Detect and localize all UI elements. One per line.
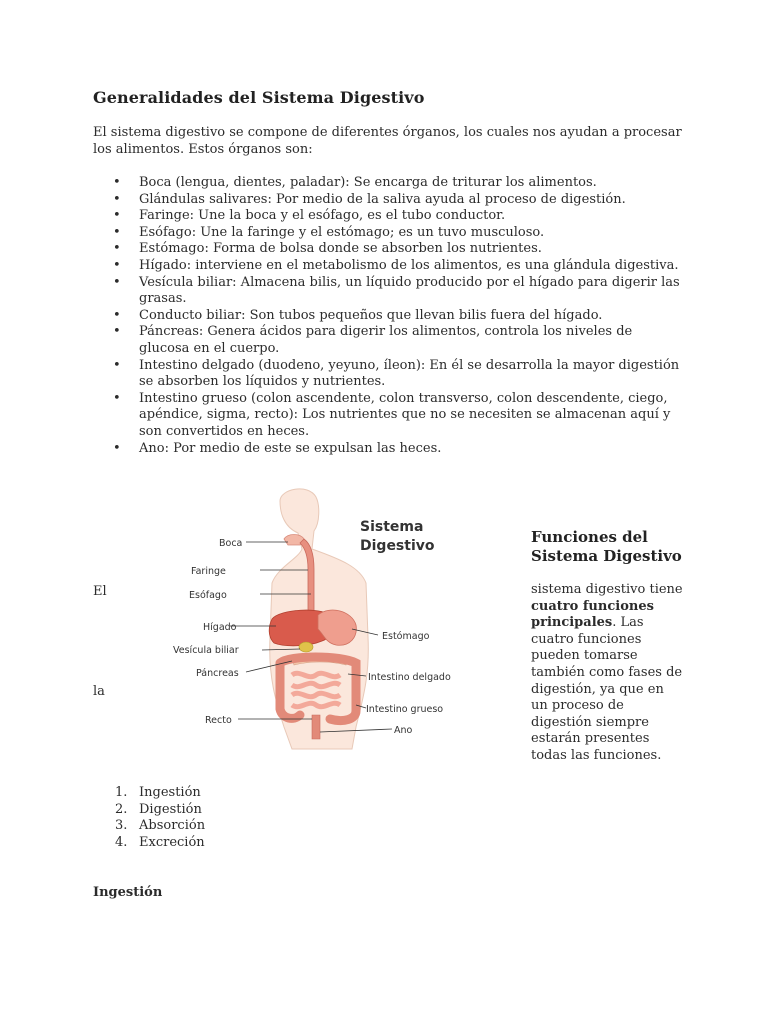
- label-faringe: Faringe: [191, 566, 226, 577]
- rectum-shape: [312, 715, 320, 739]
- list-item: [93, 835, 205, 852]
- list-item: • Intestino delgado (duodeno, yeyuno, íleon): En él se desarrolla la mayor digestión se absorben los líquidos y nutrientes.: [93, 358, 683, 391]
- list-item: • Páncreas: Genera ácidos para digerir los alimentos, controla los niveles de glucosa en el cuerpo.: [93, 324, 683, 357]
- list-number: 4.: [115, 834, 128, 850]
- digestive-system-diagram: [173, 487, 460, 752]
- label-boca: Boca: [219, 538, 243, 549]
- list-label: Ingestión: [139, 785, 201, 800]
- sidebar-text-after: . Las cuatro funciones pueden tomarse también como fases de digestión, ya que en un proceso de digestión siempre estarán presentes todas las funciones.: [531, 615, 683, 763]
- list-label: Absorción: [139, 818, 206, 834]
- label-vesicula: Vesícula biliar: [173, 645, 239, 656]
- list-number: 3.: [115, 818, 128, 834]
- list-number: 2.: [115, 801, 128, 817]
- list-item: • Estómago: Forma de bolsa donde se absorben los nutrientes.: [93, 241, 683, 258]
- list-label: Digestión: [139, 801, 202, 817]
- label-higado: Hígado: [203, 622, 237, 633]
- functions-list: [93, 785, 205, 851]
- organ-list: [93, 175, 683, 457]
- label-esofago: Esófago: [189, 590, 227, 601]
- list-item: • Conducto biliar: Son tubos pequeños que llevan bilis fuera del hígado.: [93, 308, 683, 325]
- list-number: 1.: [115, 785, 128, 800]
- list-item: [93, 785, 205, 802]
- label-estomago: Estómago: [382, 631, 430, 642]
- page-title: Generalidades del Sistema Digestivo: [93, 88, 425, 107]
- list-item: • Vesícula biliar: Almacena bilis, un líquido producido por el hígado para digerir las grasas.: [93, 275, 683, 308]
- list-item: • Ano: Por medio de este se expulsan las heces.: [93, 441, 683, 458]
- list-item: • Faringe: Une la boca y el esófago, es el tubo conductor.: [93, 208, 683, 225]
- label-intestino-grueso: Intestino grueso: [366, 704, 444, 715]
- list-item: • Intestino grueso (colon ascendente, colon transverso, colon descendente, ciego, apéndice, sigma, recto): Los nutrientes que no se necesiten se almacenan aquí y son convertidos en heces.: [93, 391, 683, 441]
- functions-sidebar: [531, 528, 683, 765]
- list-item: [93, 802, 205, 819]
- list-item: [93, 818, 205, 835]
- sidebar-text-bold: cuatro funciones principales: [531, 598, 654, 631]
- sidebar-paragraph: [531, 582, 683, 765]
- sidebar-title: Funciones del Sistema Digestivo: [531, 528, 682, 565]
- list-item: • Hígado: interviene en el metabolismo de los alimentos, es una glándula digestiva.: [93, 258, 683, 275]
- diagram-title-line2: Digestivo: [360, 538, 435, 554]
- label-ano: Ano: [394, 725, 413, 736]
- list-item: • Boca (lengua, dientes, paladar): Se encarga de triturar los alimentos.: [93, 175, 683, 192]
- float-word-la: la: [93, 684, 105, 699]
- float-word-el: El: [93, 584, 107, 599]
- intro-paragraph: El sistema digestivo se compone de diferentes órganos, los cuales nos ayudan a procesar los alimentos. Estos órganos son:: [93, 125, 682, 157]
- section-heading: Ingestión: [93, 885, 163, 900]
- sidebar-text-before: sistema digestivo tiene: [531, 582, 683, 597]
- label-recto: Recto: [205, 715, 232, 726]
- list-item: • Glándulas salivares: Por medio de la saliva ayuda al proceso de digestión.: [93, 192, 683, 209]
- label-intestino-delgado: Intestino delgado: [368, 672, 451, 683]
- diagram-title-line1: Sistema: [360, 519, 424, 535]
- gallbladder-shape: [299, 642, 313, 652]
- list-label: Excreción: [139, 834, 205, 850]
- list-item: • Esófago: Une la faringe y el estómago; es un tuvo musculoso.: [93, 225, 683, 242]
- label-pancreas: Páncreas: [196, 668, 239, 679]
